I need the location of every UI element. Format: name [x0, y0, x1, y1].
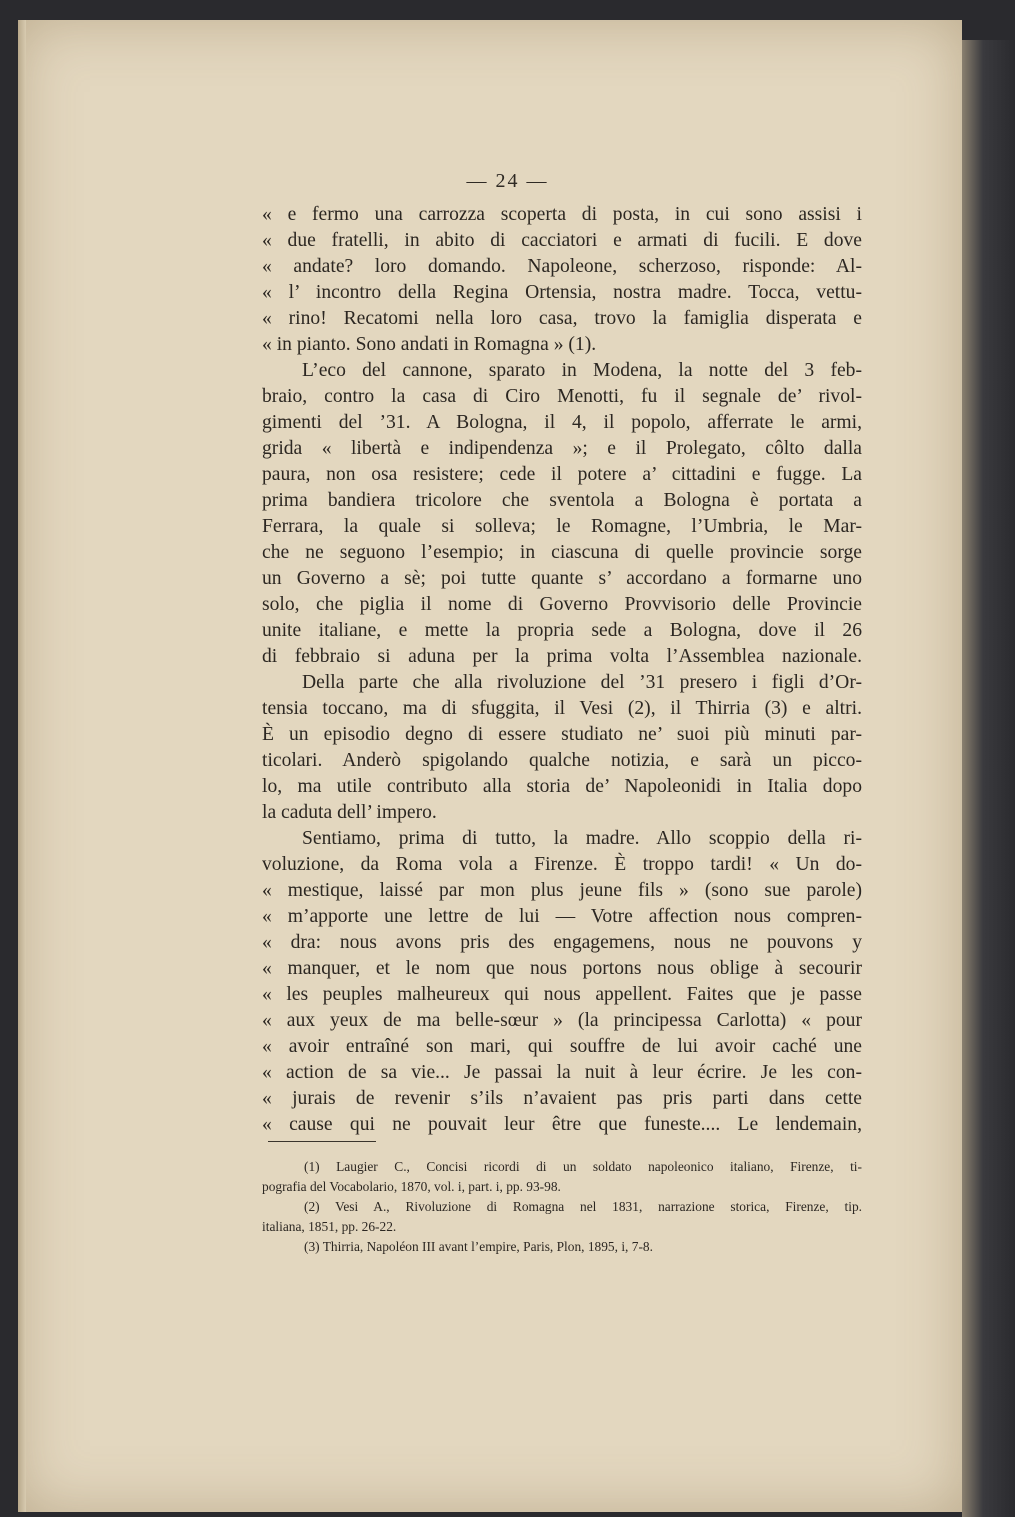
text-line: [262, 852, 862, 878]
main-text: [262, 202, 862, 1138]
text-line-text: unite italiane, e mette la propria sede a Bologna, dove il 26: [262, 620, 862, 641]
text-line: [262, 982, 862, 1008]
text-line: [262, 722, 862, 748]
text-line: [262, 462, 862, 488]
text-line-text: « manquer, et le nom que nous portons nous oblige à secourir: [262, 958, 862, 979]
text-line-text: « aux yeux de ma belle-sœur » (la principessa Carlotta) « pour: [262, 1010, 862, 1031]
footnotes: [262, 1157, 862, 1257]
footnote-line-text: (3) Thirria, Napoléon III avant l’empire, Paris, Plon, 1895, i, 7-8.: [304, 1239, 653, 1254]
page-gutter: [18, 20, 26, 1512]
text-line-text: paura, non osa resistere; cede il potere a’ cittadini e fugge. La: [262, 464, 862, 485]
text-line-text: Sentiamo, prima di tutto, la madre. Allo scoppio della ri-: [302, 828, 862, 849]
text-line-text: « cause qui ne pouvait leur être que funeste.... Le lendemain,: [262, 1114, 862, 1135]
text-line-text: ticolari. Anderò spigolando qualche notizia, e sarà un picco-: [262, 750, 862, 771]
text-line: [262, 1008, 862, 1034]
text-line: [262, 592, 862, 618]
text-line: [262, 202, 862, 228]
text-line: [262, 774, 862, 800]
text-line-text: « e fermo una carrozza scoperta di posta, in cui sono assisi i: [262, 204, 862, 225]
text-line: [262, 618, 862, 644]
footnote-line-text: (1) Laugier C., Concisi ricordi di un soldato napoleonico italiano, Firenze, ti-: [304, 1159, 862, 1174]
text-line-text: braio, contro la casa di Ciro Menotti, fu il segnale de’ rivol-: [262, 386, 862, 407]
text-line: [262, 1034, 862, 1060]
text-line-text: Ferrara, la quale si solleva; le Romagne, l’Umbria, le Mar-: [262, 516, 862, 537]
text-line-text: « due fratelli, in abito di cacciatori e armati di fucili. E dove: [262, 230, 862, 251]
text-line-text: « in pianto. Sono andati in Romagna » (1).: [262, 334, 597, 355]
footnote-line: [262, 1197, 862, 1217]
text-line: [262, 514, 862, 540]
text-line-text: voluzione, da Roma vola a Firenze. È troppo tardi! « Un do-: [262, 854, 862, 875]
text-line: [262, 956, 862, 982]
text-line-text: « dra: nous avons pris des engagemens, nous ne pouvons y: [262, 932, 862, 953]
text-line-text: « m’apporte une lettre de lui — Votre affection nous compren-: [262, 906, 862, 927]
text-line-text: gimenti del ’31. A Bologna, il 4, il popolo, afferrate le armi,: [262, 412, 862, 433]
text-line: [262, 410, 862, 436]
text-line-text: « action de sa vie... Je passai la nuit à leur écrire. Je les con-: [262, 1062, 862, 1083]
footnote-separator: [268, 1141, 376, 1142]
text-line: [262, 436, 862, 462]
text-line-text: prima bandiera tricolore che sventola a Bologna è portata a: [262, 490, 862, 511]
text-line: [262, 1086, 862, 1112]
text-line-text: Della parte che alla rivoluzione del ’31 presero i figli d’Or-: [302, 672, 862, 693]
text-line: [262, 540, 862, 566]
text-line: [262, 826, 862, 852]
text-line-text: un Governo a sè; poi tutte quante s’ accordano a formarne uno: [262, 568, 862, 589]
text-line-text: « les peuples malheureux qui nous appellent. Faites que je passe: [262, 984, 862, 1005]
text-line-text: grida « libertà e indipendenza »; e il Prolegato, côlto dalla: [262, 438, 862, 459]
text-line: [262, 254, 862, 280]
footnote-line: [262, 1157, 862, 1177]
text-line: [262, 930, 862, 956]
text-line: [262, 566, 862, 592]
text-line: [262, 670, 862, 696]
footnote-line-text: italiana, 1851, pp. 26-22.: [262, 1219, 397, 1234]
text-line-text: È un episodio degno di essere studiato ne’ suoi più minuti par-: [262, 724, 862, 745]
text-line: [262, 1112, 862, 1138]
text-line: [262, 332, 862, 358]
text-line-text: « andate? loro domando. Napoleone, scherzoso, risponde: Al-: [262, 256, 862, 277]
text-line-text: che ne seguono l’esempio; in ciascuna di quelle provincie sorge: [262, 542, 862, 563]
footnote-line: [262, 1177, 862, 1197]
page-edge-shadow: [962, 40, 1015, 1517]
text-line-text: solo, che piglia il nome di Governo Provvisorio delle Provincie: [262, 594, 862, 615]
text-line-text: « l’ incontro della Regina Ortensia, nostra madre. Tocca, vettu-: [262, 282, 862, 303]
text-line-text: « avoir entraîné son mari, qui souffre de lui avoir caché une: [262, 1036, 862, 1057]
footnote-line: [262, 1237, 862, 1257]
text-line: [262, 800, 862, 826]
text-line: [262, 280, 862, 306]
text-line: [262, 358, 862, 384]
text-line-text: di febbraio si aduna per la prima volta l’Assemblea nazionale.: [262, 646, 862, 667]
footnote-line-text: pografia del Vocabolario, 1870, vol. i, part. i, pp. 93-98.: [262, 1179, 561, 1194]
text-line: [262, 384, 862, 410]
footnote-line: [262, 1217, 862, 1237]
text-line: [262, 696, 862, 722]
text-line-text: « rino! Recatomi nella loro casa, trovo la famiglia disperata e: [262, 308, 862, 329]
text-line: [262, 748, 862, 774]
text-line: [262, 904, 862, 930]
page-number: — 24 —: [466, 170, 549, 192]
text-line: [262, 488, 862, 514]
text-line-text: L’eco del cannone, sparato in Modena, la notte del 3 feb-: [302, 360, 862, 381]
text-line-text: la caduta dell’ impero.: [262, 802, 437, 823]
text-line: [262, 644, 862, 670]
text-line-text: « mestique, laissé par mon plus jeune fils » (sono sue parole): [262, 880, 862, 901]
text-line-text: tensia toccano, ma di sfuggita, il Vesi (2), il Thirria (3) e altri.: [262, 698, 862, 719]
footnote-line-text: (2) Vesi A., Rivoluzione di Romagna nel 1831, narrazione storica, Firenze, tip.: [304, 1199, 862, 1214]
text-line: [262, 306, 862, 332]
text-line-text: « jurais de revenir s’ils n’avaient pas pris parti dans cette: [262, 1088, 862, 1109]
text-line: [262, 1060, 862, 1086]
text-line: [262, 878, 862, 904]
text-line-text: lo, ma utile contributo alla storia de’ Napoleonidi in Italia dopo: [262, 776, 862, 797]
text-line: [262, 228, 862, 254]
